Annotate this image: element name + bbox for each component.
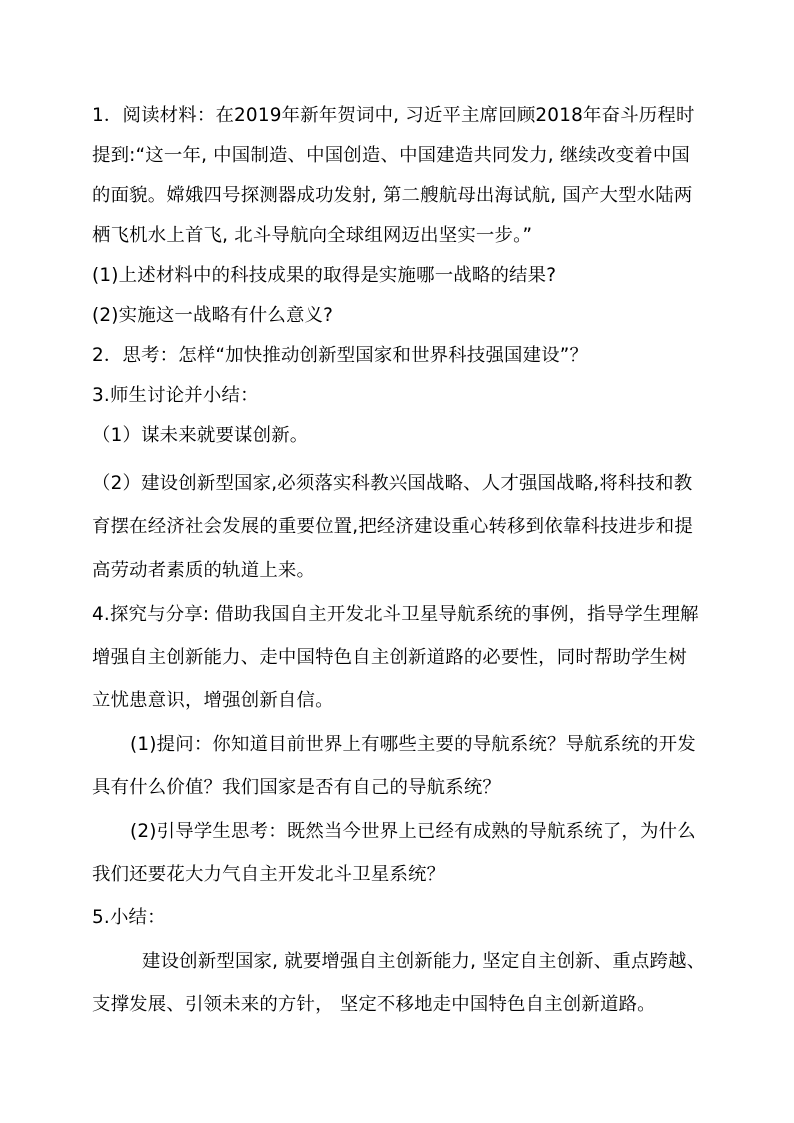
think-prompt: 2．思考：怎样“加快推动创新型国家和世界科技强国建设”？	[92, 345, 589, 366]
material-line-1: 1．阅读材料：在2019年新年贺词中, 习近平主席回顾2018年奋斗历程时	[92, 105, 695, 126]
summary-line-2: 支撑发展、引领未来的方针， 坚定不移地走中国特色自主创新道路。	[92, 994, 656, 1015]
question-1: (1)上述材料中的科技成果的取得是实施哪一战略的结果?	[92, 265, 557, 286]
discussion-point-2-line-1: （2）建设创新型国家,必须落实科教兴国战略、人才强国战略,将科技和教	[92, 473, 693, 494]
discussion-point-2-line-3: 高劳动者素质的轨道上来。	[92, 560, 316, 581]
explore-question-2-line-2: 我们还要花大力气自主开发北斗卫星系统？	[92, 864, 446, 885]
discussion-point-2-line-2: 育摆在经济社会发展的重要位置,把经济建设重心转移到依靠科技进步和提	[92, 516, 693, 537]
explore-question-1-line-2: 具有什么价值？我们国家是否有自己的导航系统？	[92, 777, 501, 798]
explore-question-2-line-1: (2)引导学生思考：既然当今世界上已经有成熟的导航系统了，为什么	[130, 821, 696, 842]
material-line-4: 栖飞机水上首飞, 北斗导航向全球组网迈出坚实一步。”	[92, 225, 533, 246]
explore-share-line-2: 增强自主创新能力、走中国特色自主创新道路的必要性，同时帮助学生树	[92, 647, 687, 668]
question-2: (2)实施这一战略有什么意义?	[92, 305, 334, 326]
discussion-heading: 3.师生讨论并小结：	[92, 385, 259, 406]
summary-line-1: 建设创新型国家, 就要增强自主创新能力, 坚定自主创新、重点跨越、	[142, 951, 706, 972]
explore-question-1-line-1: (1)提问：你知道目前世界上有哪些主要的导航系统？导航系统的开发	[130, 734, 696, 755]
summary-heading: 5.小结：	[92, 907, 166, 928]
explore-share-line-3: 立忧患意识，增强创新自信。	[92, 690, 334, 711]
discussion-point-1: （1）谋未来就要谋创新。	[92, 425, 309, 446]
explore-share-line-1: 4.探究与分享: 借助我国自主开发北斗卫星导航系统的事例，指导学生理解	[92, 604, 699, 625]
material-line-3: 的面貌。嫦娥四号探测器成功发射, 第二艘航母出海试航, 国产大型水陆两	[92, 185, 693, 206]
material-line-2: 提到:“这一年, 中国制造、中国创造、中国建造共同发力, 继续改变着中国	[92, 145, 691, 166]
